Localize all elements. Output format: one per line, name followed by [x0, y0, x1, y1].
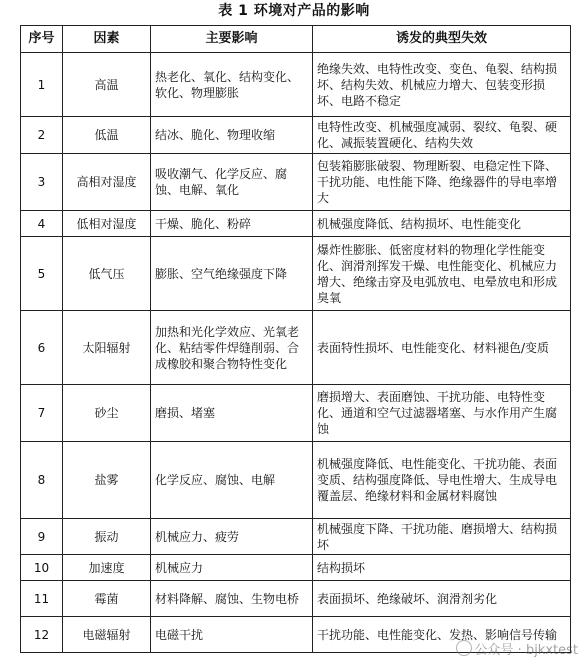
row-number: 6: [21, 311, 63, 385]
table-row: [21, 519, 571, 555]
row-effect: 结冰、脆化、物理收缩: [151, 117, 313, 154]
row-failure: 结构损坏: [313, 555, 571, 581]
row-effect: 机械应力: [151, 555, 313, 581]
table-header-row: [21, 26, 571, 53]
row-factor: 低温: [63, 117, 151, 154]
row-number: 2: [21, 117, 63, 154]
table-row: [21, 211, 571, 237]
row-failure: 干扰功能、电性能变化、发热、影响信号传输: [313, 617, 571, 653]
row-factor: 电磁辐射: [63, 617, 151, 653]
row-number: 1: [21, 53, 63, 117]
row-number: 7: [21, 385, 63, 442]
row-effect: 干燥、脆化、粉碎: [151, 211, 313, 237]
table-row: [21, 311, 571, 385]
row-factor: 砂尘: [63, 385, 151, 442]
header-no: 序号: [21, 26, 63, 53]
row-factor: 高相对湿度: [63, 154, 151, 211]
row-factor: 加速度: [63, 555, 151, 581]
row-number: 11: [21, 581, 63, 617]
row-factor: 低相对湿度: [63, 211, 151, 237]
row-factor: 振动: [63, 519, 151, 555]
row-failure: 表面损坏、绝缘破坏、润滑剂劣化: [313, 581, 571, 617]
row-effect: 吸收潮气、化学反应、腐蚀、电解、氧化: [151, 154, 313, 211]
row-factor: 低气压: [63, 237, 151, 311]
table-row: [21, 154, 571, 211]
row-failure: 爆炸性膨胀、低密度材料的物理化学性能变化、润滑剂挥发干燥、电性能变化、机械应力增大、绝缘击穿及电弧放电、电晕放电和形成臭氧: [313, 237, 571, 311]
table-caption: 表 1 环境对产品的影响: [218, 3, 370, 19]
row-effect: 化学反应、腐蚀、电解: [151, 442, 313, 519]
row-effect: 材料降解、腐蚀、生物电桥: [151, 581, 313, 617]
table-row: [21, 581, 571, 617]
table-row: [21, 53, 571, 117]
row-effect: 膨胀、空气绝缘强度下降: [151, 237, 313, 311]
row-failure: 电特性改变、机械强度减弱、裂纹、龟裂、硬化、减振装置硬化、结构失效: [313, 117, 571, 154]
row-failure: 包装箱膨胀破裂、物理断裂、电稳定性下降、干扰功能、电性能下降、绝缘器件的导电率增大: [313, 154, 571, 211]
row-failure: 机械强度下降、干扰功能、磨损增大、结构损坏: [313, 519, 571, 555]
row-effect: 机械应力、疲劳: [151, 519, 313, 555]
row-number: 5: [21, 237, 63, 311]
row-effect: 加热和光化学效应、光氧老化、粘结零件焊缝削弱、合成橡胶和聚合物特性变化: [151, 311, 313, 385]
row-failure: 绝缘失效、电特性改变、变色、龟裂、结构损坏、结构失效、机械应力增大、包装变形损坏、电路不稳定: [313, 53, 571, 117]
row-number: 8: [21, 442, 63, 519]
table-row: [21, 117, 571, 154]
table-row: [21, 617, 571, 653]
row-failure: 磨损增大、表面磨蚀、干扰功能、电特性变化、通道和空气过滤器堵塞、与水作用产生腐蚀: [313, 385, 571, 442]
row-number: 12: [21, 617, 63, 653]
table-row: [21, 385, 571, 442]
row-failure: 表面特性损坏、电性能变化、材料褪色/变质: [313, 311, 571, 385]
row-number: 9: [21, 519, 63, 555]
row-effect: 磨损、堵塞: [151, 385, 313, 442]
header-typical-failure: 诱发的典型失效: [313, 26, 571, 53]
row-number: 10: [21, 555, 63, 581]
row-number: 4: [21, 211, 63, 237]
header-factor: 因素: [63, 26, 151, 53]
row-factor: 盐雾: [63, 442, 151, 519]
row-factor: 霉菌: [63, 581, 151, 617]
row-factor: 太阳辐射: [63, 311, 151, 385]
environment-impact-table: [20, 25, 571, 653]
header-main-effect: 主要影响: [151, 26, 313, 53]
table-row: [21, 555, 571, 581]
row-failure: 机械强度降低、结构损坏、电性能变化: [313, 211, 571, 237]
row-factor: 高温: [63, 53, 151, 117]
row-number: 3: [21, 154, 63, 211]
row-failure: 机械强度降低、电性能变化、干扰功能、表面变质、结构强度降低、导电性增大、生成导电覆盖层、绝缘材料和金属材料腐蚀: [313, 442, 571, 519]
row-effect: 热老化、氧化、结构变化、软化、物理膨胀: [151, 53, 313, 117]
row-effect: 电磁干扰: [151, 617, 313, 653]
table-row: [21, 237, 571, 311]
table-row: [21, 442, 571, 519]
watermark-text: 公众号 · bjkxtest: [474, 643, 578, 658]
